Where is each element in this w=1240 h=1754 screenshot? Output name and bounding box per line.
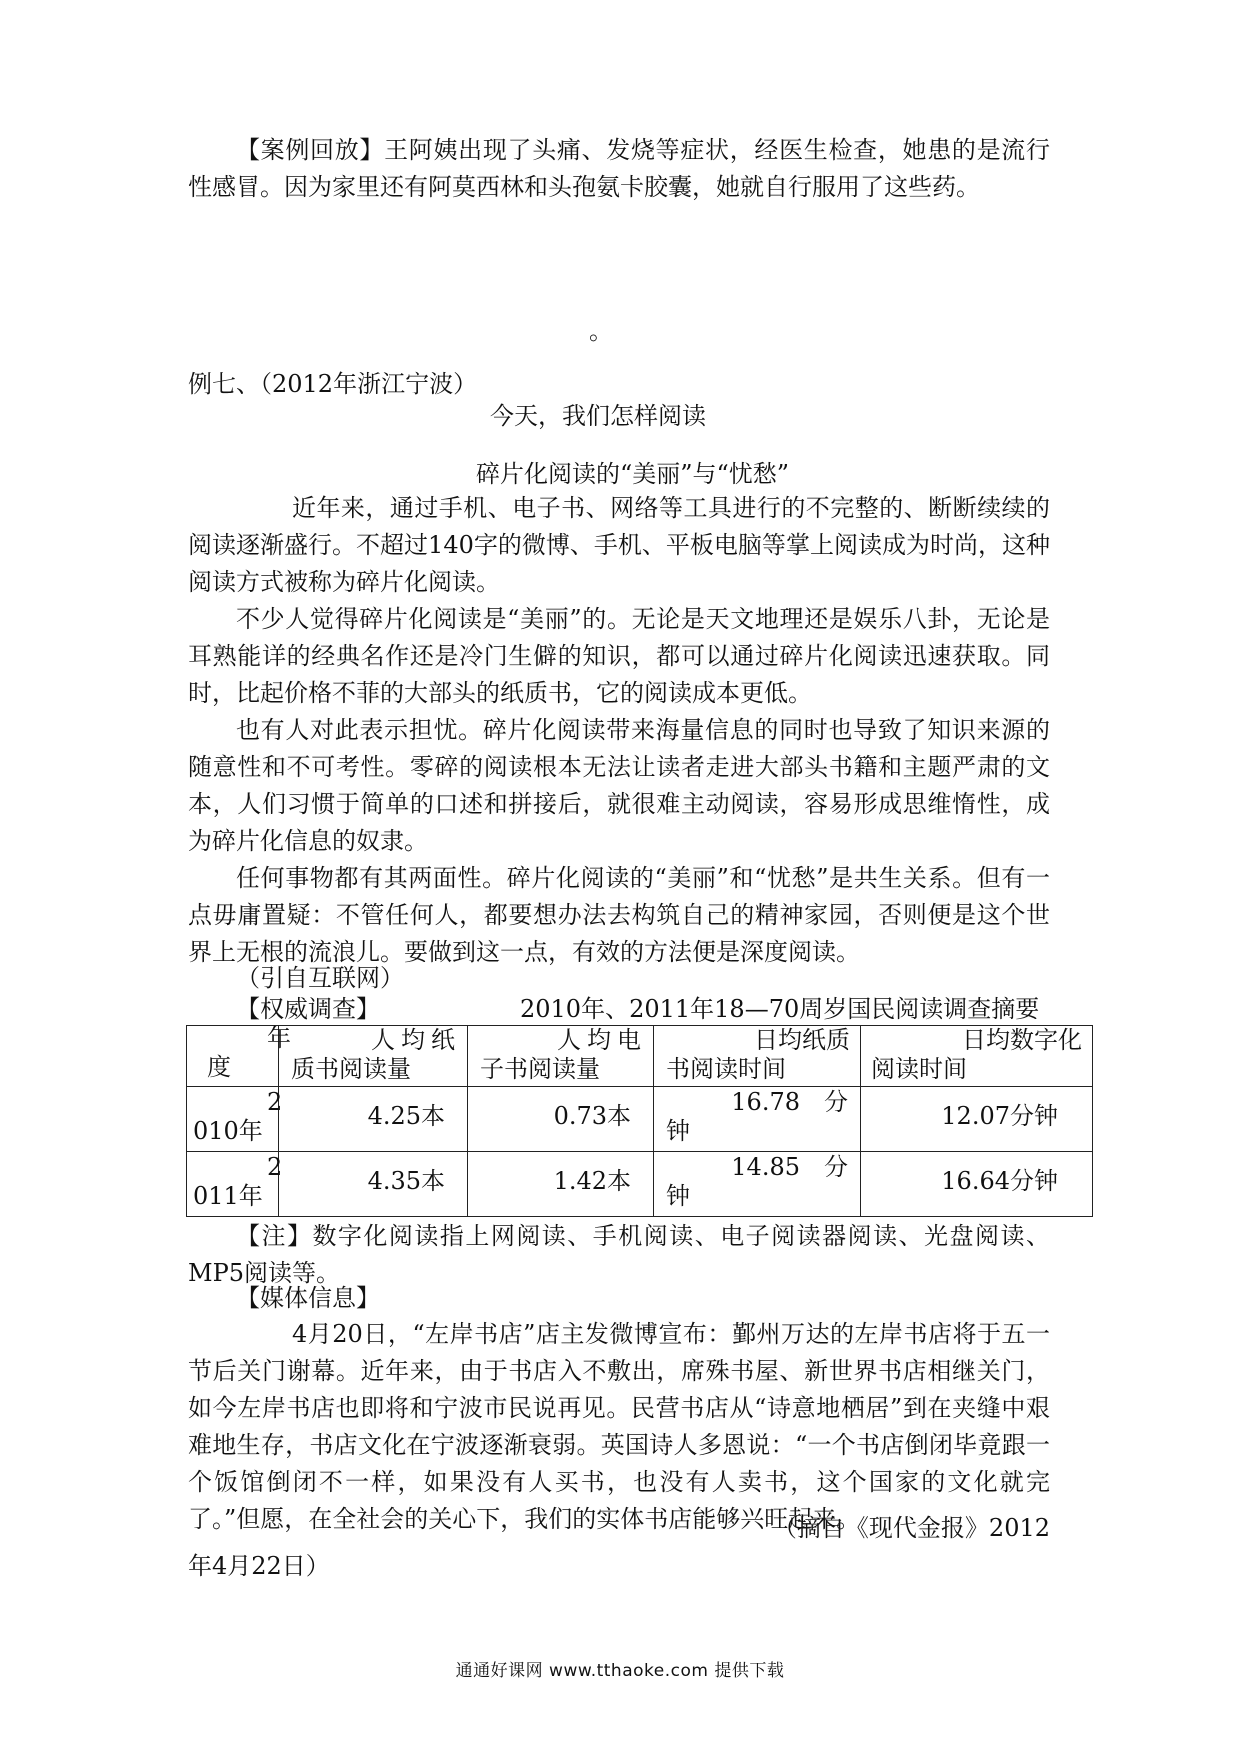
row-2011-year-line2: 011年 [193, 1182, 263, 1210]
header-year-line2: 度 [207, 1053, 231, 1081]
row-2010-ebook-value: 0.73本 [553, 1102, 631, 1130]
media-source-line1: （摘自《现代金报》2012 [772, 1514, 1050, 1542]
row-2011-paper-value: 4.35本 [367, 1167, 445, 1195]
row-2011-ebook-value: 1.42本 [553, 1167, 631, 1195]
row-2010-digital-time [861, 1087, 1093, 1152]
row-2011-digital-time [861, 1152, 1093, 1217]
row-2011-paper-time-line2: 钟 [666, 1182, 690, 1210]
article-title: 今天，我们怎样阅读 [490, 402, 706, 430]
row-2010-paper-time [654, 1087, 861, 1152]
media-source-line2: 年4月22日） [188, 1552, 330, 1580]
header-year-line1: 年 [267, 1024, 291, 1052]
row-2010-paper [279, 1087, 468, 1152]
header-cell-ebooks [468, 1026, 654, 1087]
header-cell-digital-time [861, 1026, 1093, 1087]
row-2010-year-line2: 010年 [193, 1117, 263, 1145]
survey-title: 2010年、2011年18—70周岁国民阅读调查摘要 [520, 995, 1040, 1023]
table-row [187, 1087, 1093, 1152]
survey-table [186, 1025, 1093, 1217]
row-2010-paper-time-line2: 钟 [666, 1117, 690, 1145]
media-label: 【媒体信息】 [236, 1284, 380, 1312]
header-digital-time-line1: 日均数字化 [962, 1026, 1082, 1054]
row-2010-year [187, 1087, 283, 1152]
header-paper-time-line2: 书阅读时间 [666, 1055, 786, 1083]
row-2010-paper-value: 4.25本 [367, 1102, 445, 1130]
page-footer: 通通好课网 www.tthaoke.com 提供下载 [455, 1661, 785, 1681]
media-paragraph: 4月20日，“左岸书店”店主发微博宣布：鄞州万达的左岸书店将于五一节后关门谢幕。近年来，由于书店入不敷出，席殊书屋、新世界书店相继关门，如今左岸书店也即将和宁波市民说再见。民营书店从“诗意地栖居”到在夹缝中艰难地生存，书店文化在宁波逐渐衰弱。英国诗人多恩说：“一个书店倒闭毕竟跟一个饭馆倒闭不一样，如果没有人买书，也没有人卖书，这个国家的文化就完了。”但愿，在全社会的关心下，我们的实体书店能够兴旺起来。 [188, 1320, 1050, 1533]
article-subtitle: 碎片化阅读的“美丽”与“忧愁” [476, 460, 790, 488]
article-source: （引自互联网） [236, 964, 404, 992]
article-paragraph-3: 也有人对此表示担忧。碎片化阅读带来海量信息的同时也导致了知识来源的随意性和不可考性。零碎的阅读根本无法让读者走进大部头书籍和主题严肃的文本，人们习惯于简单的口述和拼接后，就很难主动阅读，容易形成思维惰性，成为碎片化信息的奴隶。 [188, 716, 1050, 855]
case-review-paragraph: 【案例回放】王阿姨出现了头痛、发烧等症状，经医生检查，她患的是流行性感冒。因为家里还有阿莫西林和头孢氨卡胶囊，她就自行服用了这些药。 [188, 136, 1050, 201]
survey-note: 【注】数字化阅读指上网阅读、手机阅读、电子阅读器阅读、光盘阅读、MP5阅读等。 [188, 1222, 1050, 1287]
article-paragraph-4: 任何事物都有其两面性。碎片化阅读的“美丽”和“忧愁”是共生关系。但有一点毋庸置疑：不管任何人，都要想办法去构筑自己的精神家园，否则便是这个世界上无根的流浪儿。要做到这一点，有效的方法便是深度阅读。 [188, 864, 1050, 966]
example-heading: 例七、（2012年浙江宁波） [188, 370, 478, 398]
row-2010-digital-time-value: 12.07分钟 [941, 1102, 1058, 1130]
header-cell-paper-time [654, 1026, 861, 1087]
row-2011-digital-time-value: 16.64分钟 [941, 1167, 1058, 1195]
header-paper-line2: 质书阅读量 [291, 1055, 411, 1083]
row-2011-year-line1: 2 [267, 1153, 283, 1181]
article-paragraph-1: 近年来，通过手机、电子书、网络等工具进行的不完整的、断断续续的阅读逐渐盛行。不超过140字的微博、手机、平板电脑等掌上阅读成为时尚，这种阅读方式被称为碎片化阅读。 [188, 494, 1050, 596]
row-2010-year-line1: 2 [267, 1088, 283, 1116]
header-paper-line1: 人均纸 [371, 1026, 461, 1054]
row-2011-paper [279, 1152, 468, 1217]
survey-label: 【权威调查】 [236, 995, 380, 1023]
header-ebook-line1: 人均电 [557, 1026, 647, 1054]
article-paragraph-2: 不少人觉得碎片化阅读是“美丽”的。无论是天文地理还是娱乐八卦，无论是耳熟能详的经典名作还是冷门生僻的知识，都可以通过碎片化阅读迅速获取。同时，比起价格不菲的大部头的纸质书，它的阅读成本更低。 [188, 605, 1050, 707]
row-2011-ebook [468, 1152, 654, 1217]
table-header-row [187, 1026, 1093, 1087]
row-2011-paper-time-line1: 14.85 分 [731, 1153, 848, 1181]
blank-end-mark: 。 [589, 317, 613, 345]
header-digital-time-line2: 阅读时间 [871, 1055, 967, 1083]
header-cell-paper-books [279, 1026, 468, 1087]
row-2011-paper-time [654, 1152, 861, 1217]
row-2010-paper-time-line1: 16.78 分 [731, 1088, 848, 1116]
header-paper-time-line1: 日均纸质 [754, 1026, 850, 1054]
row-2010-ebook [468, 1087, 654, 1152]
header-ebook-line2: 子书阅读量 [480, 1055, 600, 1083]
row-2011-year [187, 1152, 283, 1217]
table-row [187, 1152, 1093, 1217]
header-cell-year [187, 1024, 291, 1087]
